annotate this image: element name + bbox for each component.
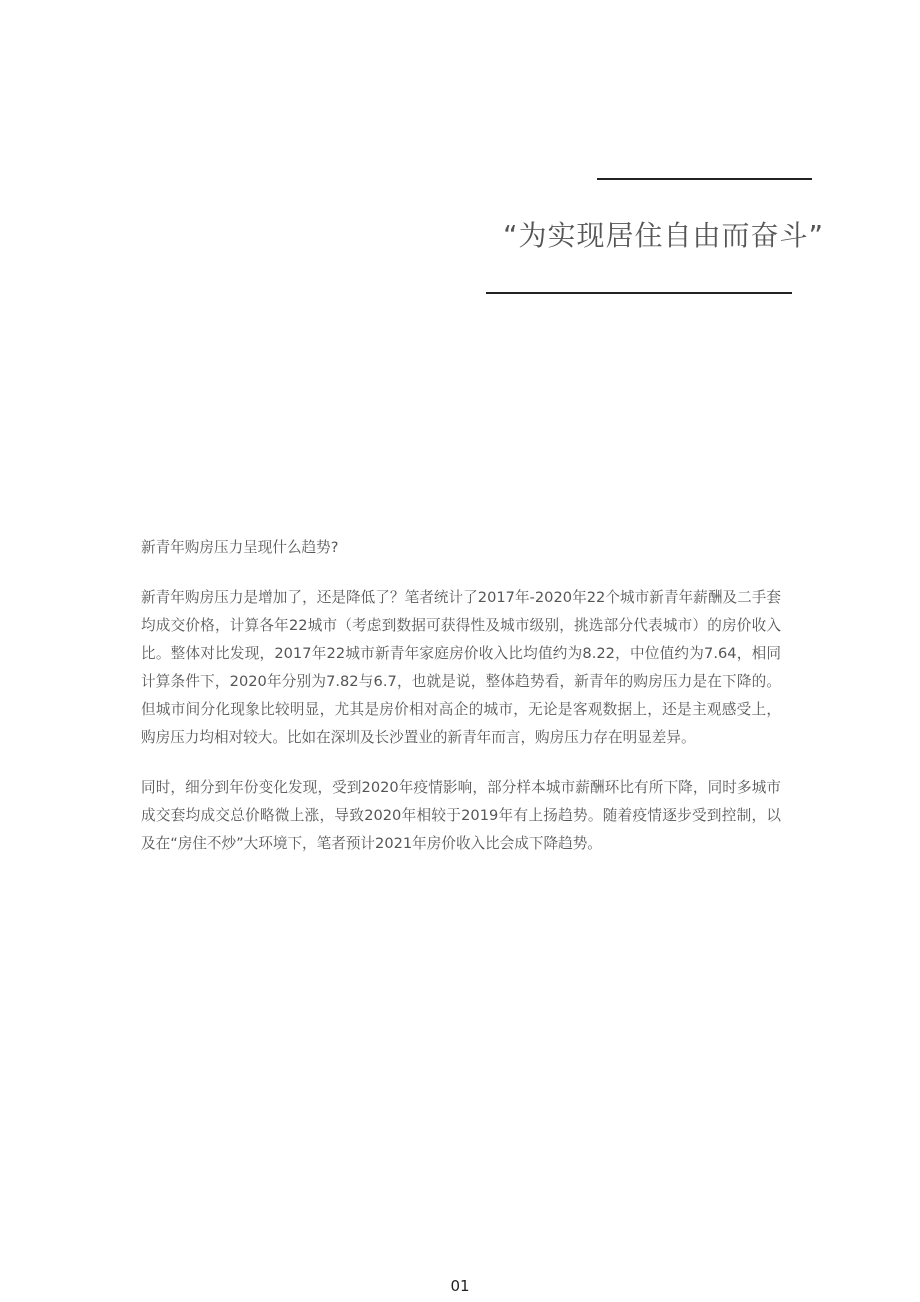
bottom-divider-line — [486, 292, 792, 294]
top-divider-line — [597, 178, 812, 180]
page-number: 01 — [450, 1277, 470, 1295]
slogan-title: “为实现居住自由而奋斗” — [502, 219, 824, 252]
article-body — [141, 534, 781, 858]
paragraph-2: 同时，细分到年份变化发现，受到2020年疫情影响，部分样本城市薪酬环比有所下降，同时多城市成交套均成交总价略微上涨，导致2020年相较于2019年有上扬趋势。随着疫情逐步受到控制，以及在“房住不炒”大环境下，笔者预计2021年房价收入比会成下降趋势。 — [141, 779, 781, 852]
paragraph-1: 新青年购房压力是增加了，还是降低了？笔者统计了2017年-2020年22个城市新青年薪酬及二手套均成交价格，计算各年22城市（考虑到数据可获得性及城市级别，挑选部分代表城市）的房价收入比。整体对比发现，2017年22城市新青年家庭房价收入比均值约为8.22，中位值约为7.64，相同计算条件下，2020年分别为7.82与6.7，也就是说，整体趋势看，新青年的购房压力是在下降的。但城市间分化现象比较明显，尤其是房价相对高企的城市，无论是客观数据上，还是主观感受上，购房压力均相对较大。比如在深圳及长沙置业的新青年而言，购房压力存在明显差异。 — [141, 589, 781, 746]
section-question: 新青年购房压力呈现什么趋势? — [141, 539, 339, 556]
